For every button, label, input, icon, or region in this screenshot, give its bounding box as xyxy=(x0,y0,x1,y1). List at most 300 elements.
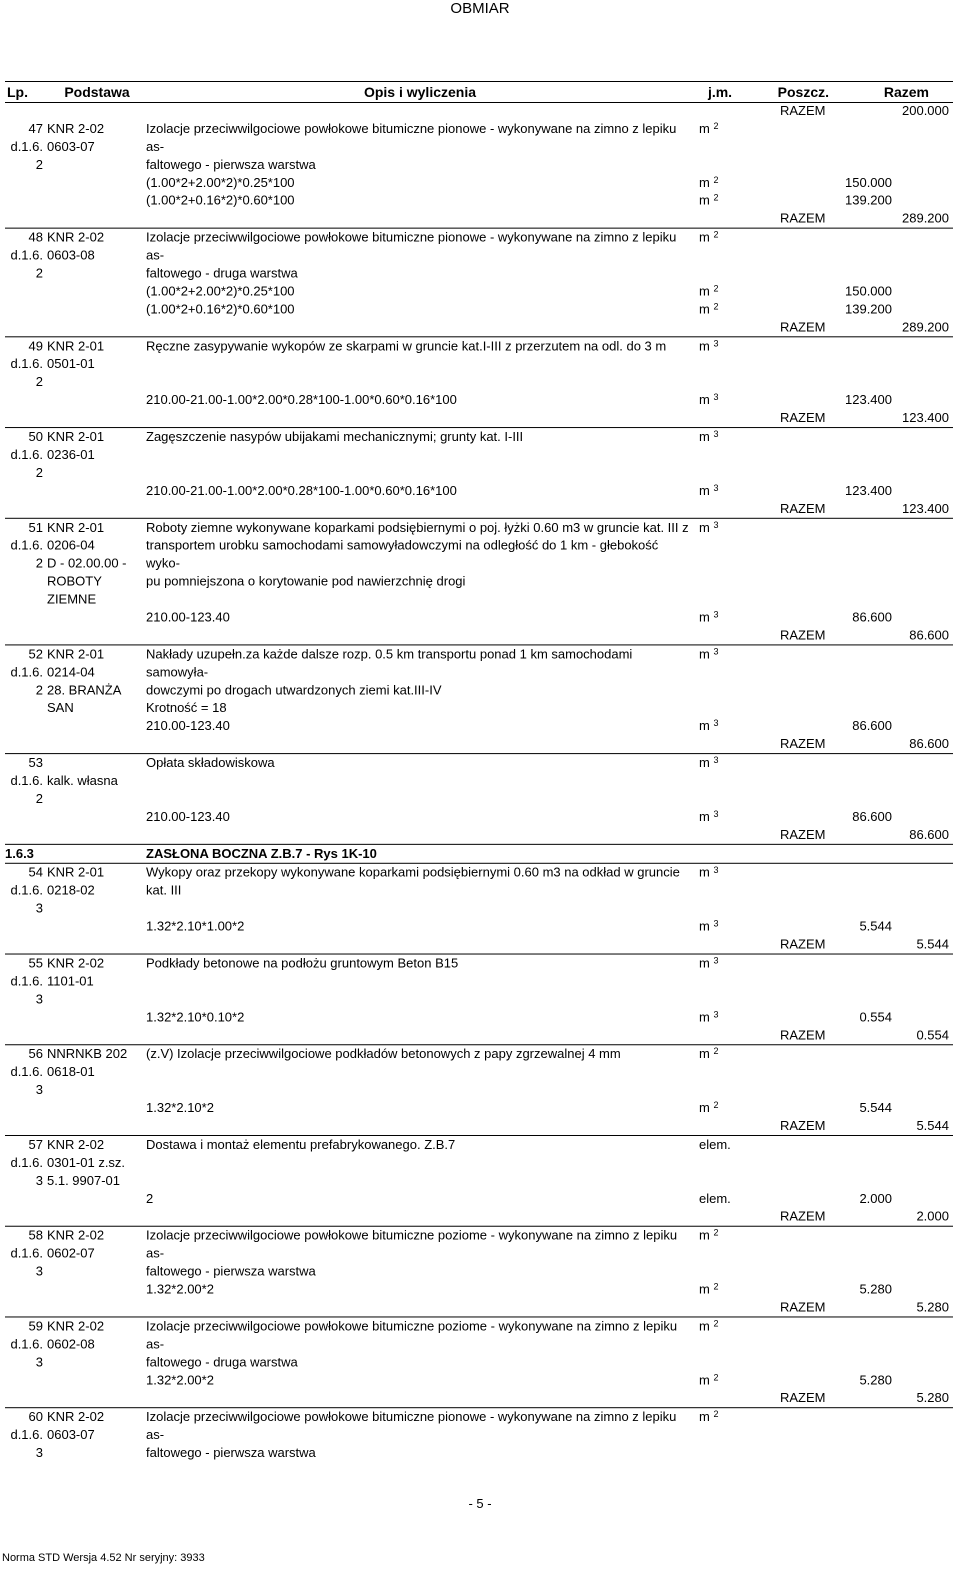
item-unit-value-exponent: 2 xyxy=(713,1318,719,1329)
item-unit-value: m xyxy=(699,338,710,354)
calculation-value: 150.000 xyxy=(845,174,892,190)
calculation-expression: 1.32*2.00*2 xyxy=(146,1372,214,1388)
item-subref: 2 xyxy=(35,374,43,390)
item-unit xyxy=(699,229,747,247)
basis-line: 0602-08 xyxy=(47,1336,95,1352)
col-poszcz-header: Poszcz. xyxy=(777,84,829,100)
basis-reference xyxy=(47,1317,143,1353)
basis-line: 0218-02 xyxy=(47,882,95,898)
calculation-value: 123.400 xyxy=(845,482,892,498)
item-unit-value-exponent: 3 xyxy=(713,646,719,657)
item-chapter-ref: d.1.6. xyxy=(10,973,43,989)
item-unit-value-exponent: 2 xyxy=(713,1046,719,1057)
item-unit-value: m xyxy=(699,646,710,662)
item-unit-value: m xyxy=(699,864,710,880)
subtotal-label: RAZEM xyxy=(780,826,826,842)
item-chapter-ref: d.1.6. xyxy=(10,1336,43,1352)
calculation-row xyxy=(146,192,956,210)
basis-line: 0602-07 xyxy=(47,1245,95,1261)
col-jm-header: j.m. xyxy=(707,84,733,100)
item-number xyxy=(7,1136,43,1190)
calculation-unit-value-exponent: 2 xyxy=(713,1372,719,1383)
subtotal-value: 0.554 xyxy=(916,1027,949,1043)
basis-line: KNR 2-01 xyxy=(47,646,105,662)
item-description xyxy=(146,337,694,355)
calculation-unit-value-exponent: 3 xyxy=(713,718,719,729)
entry-row xyxy=(5,644,953,753)
item-chapter-ref: d.1.6. xyxy=(10,1154,43,1170)
item-chapter-ref: d.1.6. xyxy=(10,1427,43,1443)
subtotal-row xyxy=(5,826,953,844)
description-line: Dostawa i montaż elementu prefabrykowanego. Z.B.7 xyxy=(146,1136,456,1152)
basis-reference xyxy=(47,645,143,717)
basis-reference xyxy=(47,1408,143,1444)
item-unit-value-exponent: 3 xyxy=(713,755,719,766)
item-subref: 3 xyxy=(35,1172,43,1188)
calculation-value: 2.000 xyxy=(859,1190,892,1206)
item-number-value: 60 xyxy=(28,1409,43,1425)
item-number-value: 57 xyxy=(28,1136,43,1152)
calculation-row xyxy=(146,300,956,318)
basis-reference xyxy=(47,754,143,790)
item-chapter-ref: d.1.6. xyxy=(10,537,43,553)
item-subref: 3 xyxy=(35,1354,43,1370)
calculation-value: 139.200 xyxy=(845,192,892,208)
item-number-value: 52 xyxy=(28,646,43,662)
basis-line: 0603-08 xyxy=(47,247,95,263)
calculation-row xyxy=(146,1190,956,1208)
basis-line: 0603-07 xyxy=(47,1427,95,1443)
item-subref: 2 xyxy=(35,464,43,480)
calculation-expression: 210.00-21.00-1.00*2.00*0.28*100-1.00*0.60*0.16*100 xyxy=(146,392,457,408)
item-number xyxy=(7,229,43,283)
item-subref: 3 xyxy=(35,1082,43,1098)
subtotal-row xyxy=(5,735,953,753)
description-line: pu pomniejszona o korytowanie pod nawierzchnię drogi xyxy=(146,573,466,589)
item-subref: 2 xyxy=(35,156,43,172)
item-unit xyxy=(699,754,747,772)
entry-row xyxy=(5,120,953,228)
basis-line: 0618-01 xyxy=(47,1064,95,1080)
item-number xyxy=(7,428,43,482)
item-description xyxy=(146,864,694,900)
subtotal-label: RAZEM xyxy=(780,736,826,752)
subtotal-label: RAZEM xyxy=(780,936,826,952)
entry-row xyxy=(5,427,953,518)
description-line: dowczymi po drogach utwardzonych ziemi kat.III-IV xyxy=(146,682,442,698)
entry-row xyxy=(5,1316,953,1407)
calculation-unit-value: m xyxy=(699,808,710,824)
item-unit-value-exponent: 2 xyxy=(713,1409,719,1420)
calculation-expression: (1.00*2+2.00*2)*0.25*100 xyxy=(146,174,295,190)
subtotal-value: 123.400 xyxy=(902,500,949,516)
calculation-unit xyxy=(699,391,718,409)
item-subref: 3 xyxy=(35,900,43,916)
description-line: Izolacje przeciwwilgociowe powłokowe bitumiczne poziome - wykonywane na zimno z lepiku as- xyxy=(146,1318,678,1352)
item-description xyxy=(146,120,694,174)
subtotal-row xyxy=(5,1208,953,1226)
description-line: kat. III xyxy=(146,882,182,898)
basis-line: 0603-07 xyxy=(47,138,95,154)
entry-row xyxy=(5,1135,953,1226)
item-number xyxy=(7,955,43,1009)
description-line: Podkłady betonowe na podłożu gruntowym Beton B15 xyxy=(146,955,459,971)
basis-line xyxy=(47,754,143,772)
entry-row xyxy=(5,1226,953,1317)
basis-line: 28. BRANŻA xyxy=(47,682,122,698)
calculation-unit xyxy=(699,282,718,300)
item-number-value: 47 xyxy=(28,120,43,136)
subtotal-value: 86.600 xyxy=(909,826,949,842)
item-description xyxy=(146,1227,694,1281)
description-line: faltowego - pierwsza warstwa xyxy=(146,1445,316,1461)
calculation-unit-value-exponent: 3 xyxy=(713,1009,719,1020)
description-line: Izolacje przeciwwilgociowe powłokowe bitumiczne pionowe - wykonywane na zimno z lepiku as- xyxy=(146,1409,677,1443)
calculation-unit-value-exponent: 3 xyxy=(713,609,719,620)
item-number xyxy=(7,1408,43,1462)
basis-line: KNR 2-02 xyxy=(47,120,105,136)
subtotal-value: 5.280 xyxy=(916,1299,949,1315)
calculation-expression: 210.00-21.00-1.00*2.00*0.28*100-1.00*0.60*0.16*100 xyxy=(146,482,457,498)
basis-line: 5.1. 9907-01 xyxy=(47,1172,121,1188)
calculation-unit xyxy=(699,1371,718,1389)
description-line: Izolacje przeciwwilgociowe powłokowe bitumiczne pionowe - wykonywane na zimno z lepiku as- xyxy=(146,120,677,154)
measurement-table-body xyxy=(5,102,953,1462)
basis-line: KNR 2-01 xyxy=(47,429,105,445)
calculation-row xyxy=(146,1371,956,1389)
calculation-value: 139.200 xyxy=(845,301,892,317)
description-line: faltowego - druga warstwa xyxy=(146,265,298,281)
basis-line: KNR 2-02 xyxy=(47,1227,105,1243)
item-chapter-ref: d.1.6. xyxy=(10,664,43,680)
entry-row xyxy=(5,518,953,645)
item-number-value: 59 xyxy=(28,1318,43,1334)
basis-line: 0301-01 z.sz. xyxy=(47,1154,126,1170)
calculation-unit-value: m xyxy=(699,609,710,625)
calculation-row xyxy=(146,808,956,826)
previous-total-label: RAZEM xyxy=(780,102,826,118)
item-number xyxy=(7,519,43,573)
basis-line: SAN xyxy=(47,700,74,716)
calculation-expression: (1.00*2+0.16*2)*0.60*100 xyxy=(146,192,295,208)
calculation-value: 86.600 xyxy=(852,609,892,625)
subtotal-value: 2.000 xyxy=(916,1208,949,1224)
calculation-unit xyxy=(699,1008,718,1026)
item-unit xyxy=(699,955,747,973)
item-number xyxy=(7,754,43,808)
subtotal-label: RAZEM xyxy=(780,1390,826,1406)
basis-line: 0206-04 xyxy=(47,537,95,553)
item-description xyxy=(146,1408,694,1462)
subtotal-row xyxy=(5,1117,953,1135)
calculation-expression: 210.00-123.40 xyxy=(146,808,230,824)
calculation-expression: 1.32*2.00*2 xyxy=(146,1281,214,1297)
item-description xyxy=(146,955,694,973)
calculation-value: 5.280 xyxy=(859,1281,892,1297)
subtotal-label: RAZEM xyxy=(780,1299,826,1315)
entry-row xyxy=(5,753,953,844)
description-line: Izolacje przeciwwilgociowe powłokowe bitumiczne poziome - wykonywane na zimno z lepiku as- xyxy=(146,1227,678,1261)
calculation-expression: 2 xyxy=(146,1190,154,1206)
basis-reference xyxy=(47,1045,143,1081)
item-number xyxy=(7,1045,43,1099)
item-description xyxy=(146,1045,694,1063)
item-subref: 2 xyxy=(35,555,43,571)
item-unit-value: elem. xyxy=(699,1136,731,1152)
item-unit xyxy=(699,1045,747,1063)
calculation-unit-value-exponent: 2 xyxy=(713,1281,719,1292)
item-unit-value-exponent: 3 xyxy=(713,338,719,349)
basis-line: 0501-01 xyxy=(47,356,95,372)
item-unit xyxy=(699,428,747,446)
item-unit-value: m xyxy=(699,229,710,245)
item-unit-value: m xyxy=(699,955,710,971)
calculation-unit-value-exponent: 3 xyxy=(713,918,719,929)
calculation-row xyxy=(146,609,956,627)
description-line: Nakłady uzupełn.za każde dalsze rozp. 0.5 km transportu ponad 1 km samochodami samowyła- xyxy=(146,646,633,680)
calculation-unit-value: m xyxy=(699,482,710,498)
calculation-unit-value: m xyxy=(699,718,710,734)
calculation-expression: (1.00*2+0.16*2)*0.60*100 xyxy=(146,301,295,317)
item-unit xyxy=(699,1317,747,1335)
calculation-expression: 210.00-123.40 xyxy=(146,609,230,625)
item-subref: 3 xyxy=(35,991,43,1007)
entry-row xyxy=(5,336,953,427)
subtotal-row xyxy=(5,409,953,427)
calculation-expression: (1.00*2+2.00*2)*0.25*100 xyxy=(146,283,295,299)
calculation-unit-value: m xyxy=(699,283,710,299)
basis-reference xyxy=(47,519,143,609)
subtotal-value: 5.544 xyxy=(916,1118,949,1134)
calculation-unit-value: m xyxy=(699,918,710,934)
calculation-unit xyxy=(699,1281,718,1299)
col-razem-header: Razem xyxy=(883,84,929,100)
calculation-unit-value: m xyxy=(699,392,710,408)
calculation-unit-value: m xyxy=(699,301,710,317)
subtotal-label: RAZEM xyxy=(780,410,826,426)
calculation-value: 86.600 xyxy=(852,718,892,734)
item-description xyxy=(146,754,694,772)
item-subref: 2 xyxy=(35,265,43,281)
basis-line: KNR 2-02 xyxy=(47,955,105,971)
item-chapter-ref: d.1.6. xyxy=(10,247,43,263)
calculation-value: 5.544 xyxy=(859,1100,892,1116)
description-line: Krotność = 18 xyxy=(146,700,227,716)
basis-line: 0236-01 xyxy=(47,446,95,462)
subtotal-row xyxy=(5,210,953,228)
calculation-unit-value-exponent: 3 xyxy=(713,392,719,403)
calculation-expression: 1.32*2.10*2 xyxy=(146,1100,214,1116)
item-chapter-ref: d.1.6. xyxy=(10,446,43,462)
calculation-expression: 1.32*2.10*1.00*2 xyxy=(146,918,245,934)
calculation-unit xyxy=(699,609,718,627)
item-number-value: 49 xyxy=(28,338,43,354)
calculation-unit-value: m xyxy=(699,1100,710,1116)
description-line: Wykopy oraz przekopy wykonywane koparkami podsiębiernymi 0.60 m3 na odkład w gruncie xyxy=(146,864,680,880)
item-subref: 2 xyxy=(35,682,43,698)
basis-reference xyxy=(47,229,143,265)
basis-reference xyxy=(47,428,143,464)
col-opis-header: Opis i wyliczenia xyxy=(363,84,477,100)
basis-reference xyxy=(47,1136,143,1190)
subtotal-row xyxy=(5,1299,953,1317)
calculation-row xyxy=(146,918,956,936)
subtotal-row xyxy=(5,318,953,336)
document-title: OBMIAR xyxy=(450,0,510,17)
section-heading xyxy=(5,845,953,863)
basis-reference xyxy=(47,337,143,373)
calculation-unit-value-exponent: 2 xyxy=(713,1100,719,1111)
entry-row xyxy=(5,1407,953,1462)
item-number xyxy=(7,864,43,918)
item-chapter-ref: d.1.6. xyxy=(10,356,43,372)
calculation-unit-value-exponent: 2 xyxy=(713,301,719,312)
calculation-unit xyxy=(699,1190,731,1208)
item-unit xyxy=(699,519,747,537)
basis-line: D - 02.00.00 - xyxy=(47,555,127,571)
calculation-unit-value-exponent: 3 xyxy=(713,482,719,493)
item-number xyxy=(7,120,43,174)
calculation-unit xyxy=(699,174,718,192)
basis-line: 1101-01 xyxy=(47,973,94,989)
subtotal-row xyxy=(5,1389,953,1407)
item-unit-value: m xyxy=(699,429,710,445)
item-unit-value: m xyxy=(699,755,710,771)
calculation-unit-value: elem. xyxy=(699,1190,731,1206)
calculation-unit-value: m xyxy=(699,192,710,208)
item-unit xyxy=(699,645,747,663)
item-unit-value: m xyxy=(699,1046,710,1062)
basis-line: KNR 2-01 xyxy=(47,864,105,880)
item-number xyxy=(7,337,43,391)
entry-row xyxy=(5,228,953,337)
description-line: Opłata składowiskowa xyxy=(146,755,275,771)
basis-line: kalk. własna xyxy=(47,773,118,789)
calculation-value: 0.554 xyxy=(859,1009,892,1025)
calculation-unit-value-exponent: 2 xyxy=(713,283,719,294)
calculation-unit xyxy=(699,717,718,735)
subtotal-row xyxy=(5,936,953,954)
basis-reference xyxy=(47,120,143,156)
item-subref: 3 xyxy=(35,1263,43,1279)
calculation-expression: 1.32*2.10*0.10*2 xyxy=(146,1009,245,1025)
basis-reference xyxy=(47,864,143,900)
item-unit-value: m xyxy=(699,1318,710,1334)
item-description xyxy=(146,519,694,591)
item-number-value: 55 xyxy=(28,955,43,971)
basis-line: 0214-04 xyxy=(47,664,95,680)
calculation-unit-value-exponent: 3 xyxy=(713,808,719,819)
subtotal-value: 289.200 xyxy=(902,319,949,335)
calculation-unit xyxy=(699,808,718,826)
previous-total-value: 200.000 xyxy=(902,102,949,118)
entries-list xyxy=(5,120,953,1462)
item-unit xyxy=(699,337,747,355)
basis-reference xyxy=(47,1227,143,1263)
subtotal-row xyxy=(5,1026,953,1044)
item-number xyxy=(7,645,43,699)
col-podstawa-header: Podstawa xyxy=(64,84,130,100)
calculation-row xyxy=(146,282,956,300)
calculation-value: 150.000 xyxy=(845,283,892,299)
item-description xyxy=(146,1317,694,1371)
item-unit-value-exponent: 3 xyxy=(713,955,719,966)
item-number-value: 56 xyxy=(28,1046,43,1062)
item-subref: 2 xyxy=(35,790,43,806)
item-subref: 3 xyxy=(35,1445,43,1461)
calculation-row xyxy=(146,1281,956,1299)
subtotal-label: RAZEM xyxy=(780,500,826,516)
section-title: ZASŁONA BOCZNA Z.B.7 - Rys 1K-10 xyxy=(146,845,377,861)
calculation-value: 123.400 xyxy=(845,392,892,408)
calculation-row xyxy=(146,482,956,500)
basis-line: NNRNKB 202 xyxy=(47,1046,128,1062)
previous-total-row xyxy=(5,102,953,120)
item-number-value: 51 xyxy=(28,519,43,535)
subtotal-value: 86.600 xyxy=(909,736,949,752)
entry-row xyxy=(5,954,953,1045)
item-unit-value: m xyxy=(699,1227,710,1243)
item-unit-value-exponent: 3 xyxy=(713,864,719,875)
basis-line: ROBOTY xyxy=(47,573,102,589)
item-unit xyxy=(699,864,747,882)
calculation-value: 5.280 xyxy=(859,1372,892,1388)
item-unit-value-exponent: 2 xyxy=(713,229,719,240)
basis-line: KNR 2-02 xyxy=(47,1409,105,1425)
basis-line: KNR 2-02 xyxy=(47,1318,105,1334)
subtotal-label: RAZEM xyxy=(780,627,826,643)
basis-line: KNR 2-02 xyxy=(47,1136,105,1152)
item-unit-value-exponent: 2 xyxy=(713,120,719,131)
subtotal-label: RAZEM xyxy=(780,1027,826,1043)
basis-line: KNR 2-01 xyxy=(47,338,105,354)
item-description xyxy=(146,428,694,446)
calculation-unit xyxy=(699,192,718,210)
page-number: - 5 - xyxy=(468,1496,492,1511)
calculation-row xyxy=(146,1008,956,1026)
basis-line: KNR 2-01 xyxy=(47,519,105,535)
item-description xyxy=(146,1136,694,1154)
item-unit-value-exponent: 3 xyxy=(713,519,719,530)
calculation-unit-value: m xyxy=(699,1281,710,1297)
calculation-expression: 210.00-123.40 xyxy=(146,718,230,734)
item-number-value: 54 xyxy=(28,864,43,880)
col-lp-header: Lp. xyxy=(7,84,28,100)
description-line: Ręczne zasypywanie wykopów ze skarpami w gruncie kat.I-III z przerzutem na odl. do 3 m xyxy=(146,338,667,354)
item-number xyxy=(7,1317,43,1371)
software-footer-note: Norma STD Wersja 4.52 Nr seryjny: 3933 xyxy=(2,1552,205,1564)
item-chapter-ref: d.1.6. xyxy=(10,1064,43,1080)
description-line: Zagęszczenie nasypów ubijakami mechanicznymi; grunty kat. I-III xyxy=(146,429,524,445)
item-chapter-ref: d.1.6. xyxy=(10,773,43,789)
item-number-value: 48 xyxy=(28,229,43,245)
table-header xyxy=(5,82,953,102)
section-number: 1.6.3 xyxy=(5,845,34,861)
description-line: faltowego - pierwsza warstwa xyxy=(146,156,316,172)
calculation-unit-value-exponent: 2 xyxy=(713,192,719,203)
calculation-row xyxy=(146,717,956,735)
item-unit xyxy=(699,1136,747,1154)
description-line: (z.V) Izolacje przeciwwilgociowe podkładów betonowych z papy zgrzewalnej 4 mm xyxy=(146,1046,621,1062)
subtotal-row xyxy=(5,626,953,644)
item-number-value: 53 xyxy=(28,755,43,771)
item-description xyxy=(146,645,694,717)
entry-row xyxy=(5,1044,953,1135)
calculation-row xyxy=(146,1099,956,1117)
basis-line: ZIEMNE xyxy=(47,591,97,607)
description-line: faltowego - druga warstwa xyxy=(146,1354,298,1370)
calculation-unit-value: m xyxy=(699,174,710,190)
